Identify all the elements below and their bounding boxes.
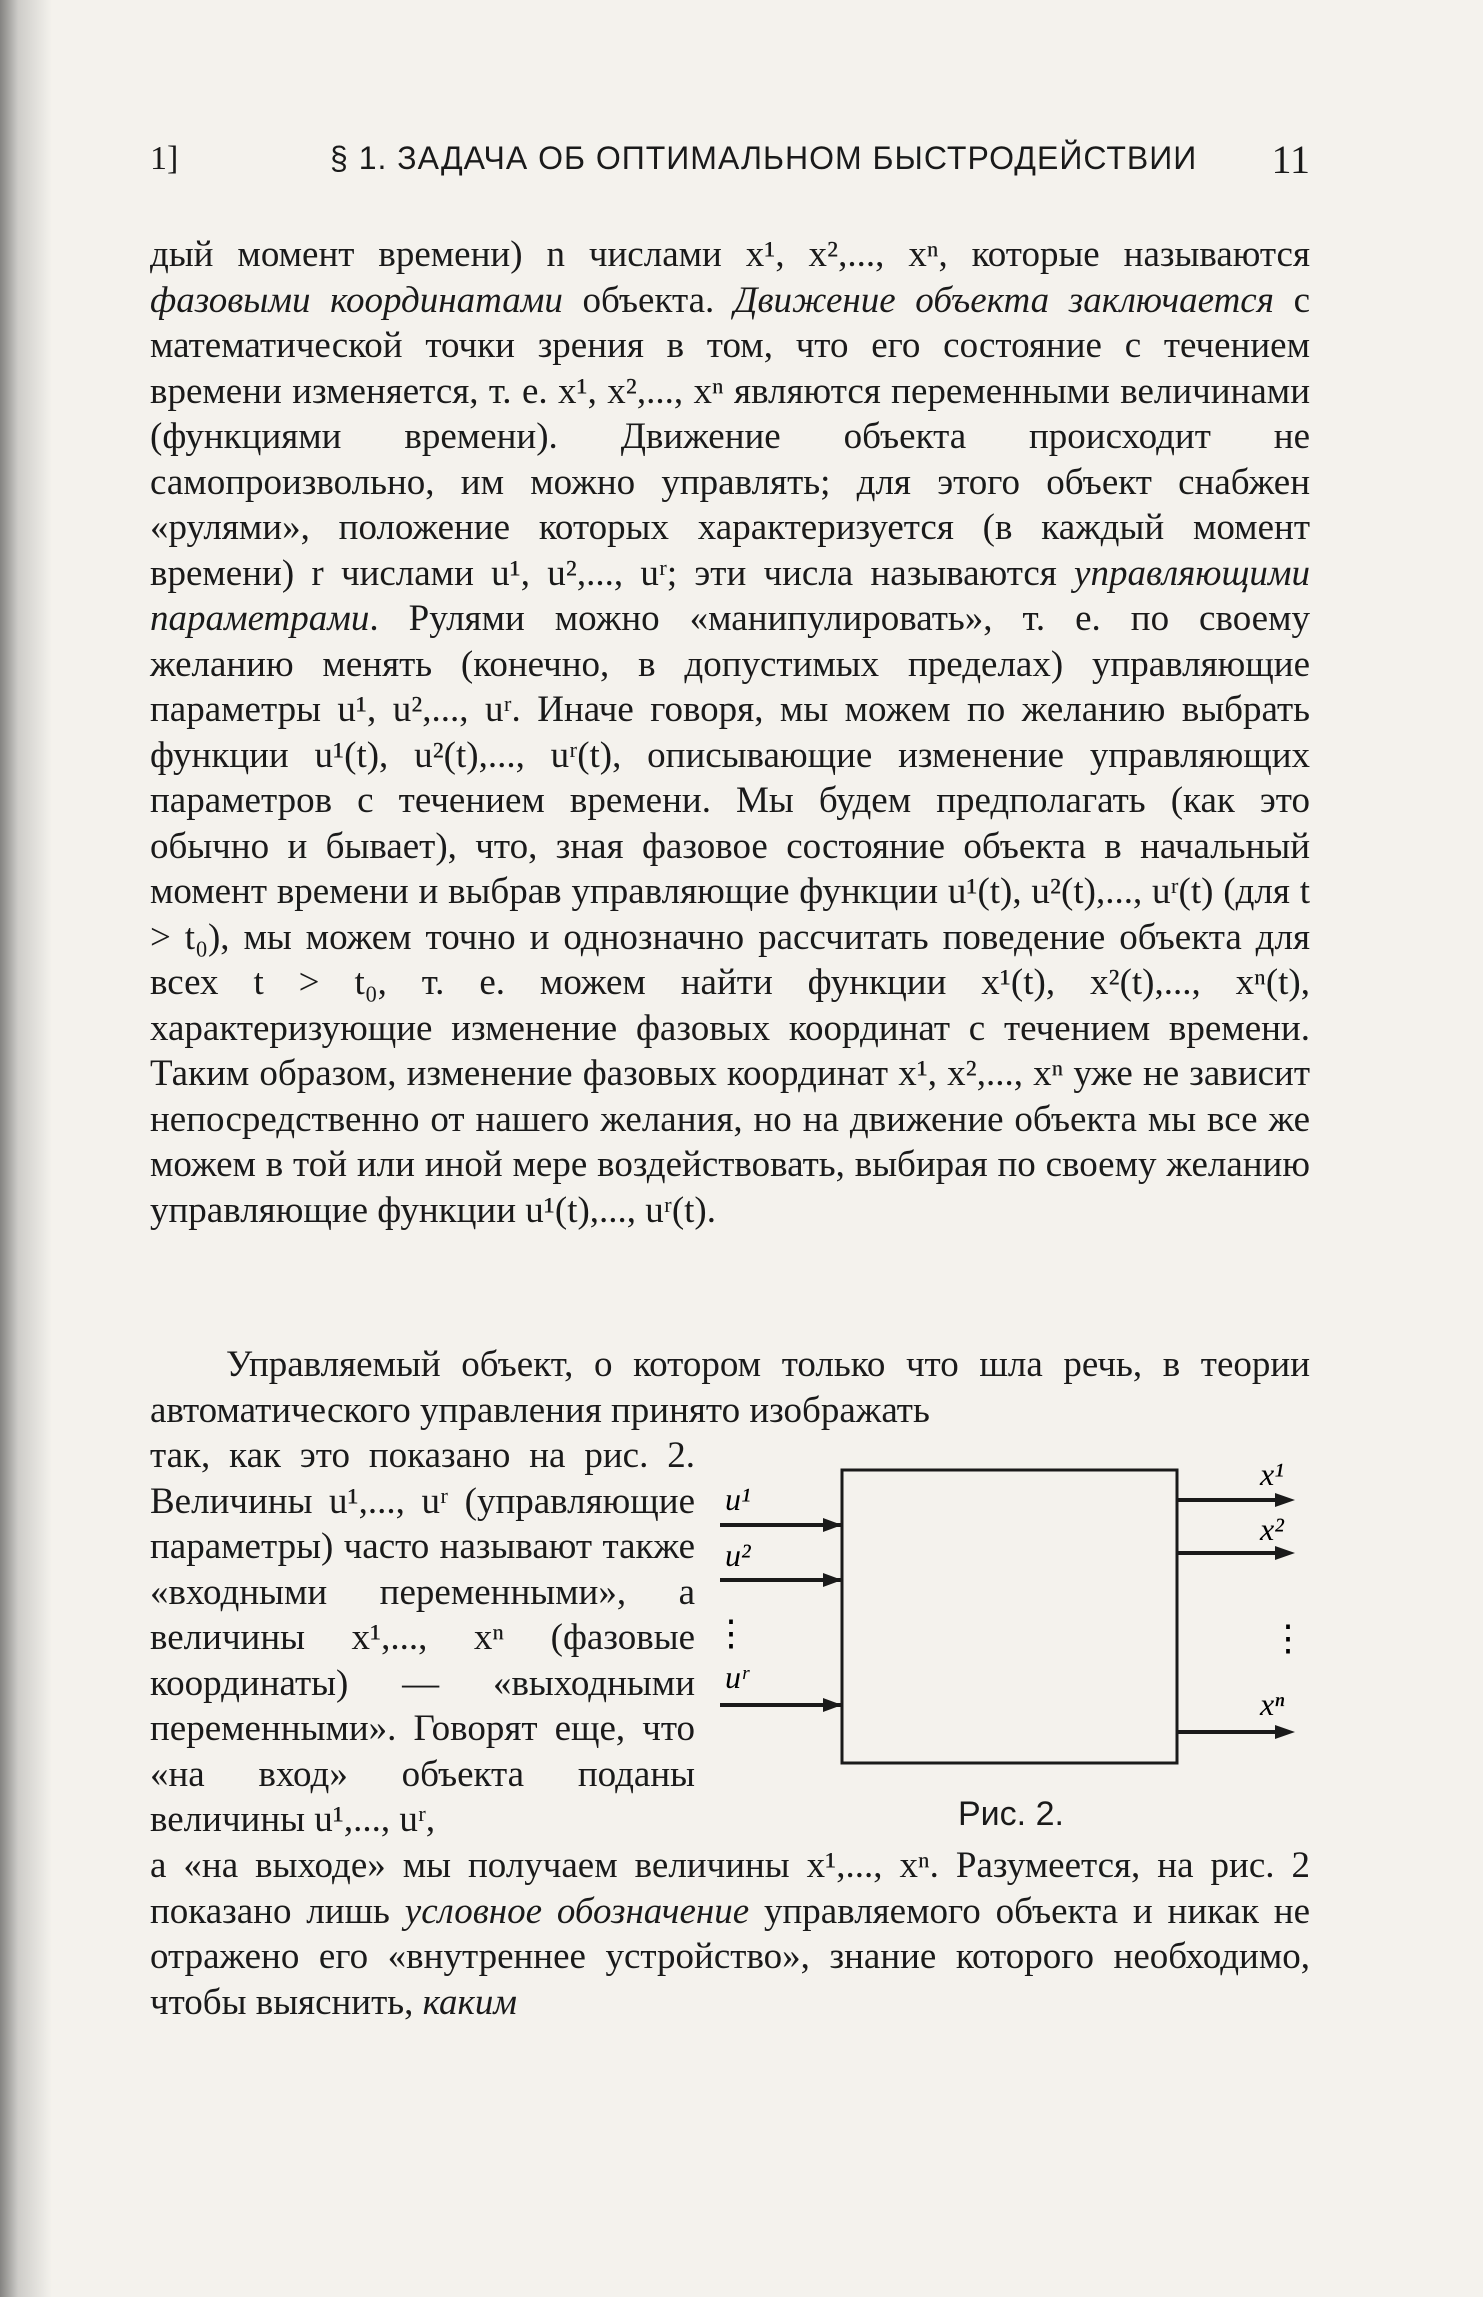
running-header (150, 137, 1310, 200)
paragraph-2-end (150, 1843, 1310, 2025)
output-arrow-2 (1177, 1546, 1295, 1560)
paragraph-1 (150, 232, 1310, 1233)
input-arrow-2 (720, 1573, 842, 1587)
paragraph-1-text: дый момент времени) n числами x¹, x²,..., xⁿ, которые называются фазовыми координатами объекта. Движение объекта заключается с математической точки зрения в том, что его состояние с течением времени изменяется, т. е. x¹, x²,..., xⁿ являются переменными величинами (функциями времени). Движение объекта происходит не самопроизвольно, им можно управлять; для этого объект снабжен «рулями», положение которых характеризуется (в каждый момент времени) r числами u¹, u²,..., uʳ; эти числа называются управляющими параметрами. Рулями можно «манипулировать», т. е. по своему желанию менять (конечно, в допустимых пределах) управляющие параметры u¹, u²,..., uʳ. Иначе говоря, мы можем по желанию выбрать функции u¹(t), u²(t),..., uʳ(t), описывающие изменение управляющих параметров с течением времени. Мы будем предполагать (как это обычно и бывает), что, зная фазовое состояние объекта в начальный момент времени и выбрав управляющие функции u¹(t), u²(t),..., uʳ(t) (для t > t₀), мы можем точно и однозначно рассчитать поведение объекта для всех t > t₀, т. е. можем найти функции x¹(t), x²(t),..., xⁿ(t), характеризующие изменение фазовых координат с течением времени. Таким образом, изменение фазовых координат x¹, x²,..., xⁿ уже не зависит непосредственно от нашего желания, но на движение объекта мы все же можем в той или иной мере воздействовать, выбирая по своему желанию управляющие функции u¹(t),..., uʳ(t). (150, 234, 1310, 1231)
label-output-ellipsis: ⋮ (1270, 1618, 1306, 1658)
output-arrow-n (1177, 1725, 1295, 1739)
paragraph-2-start-text: Управляемый объект, о котором только что шла речь, в теории автоматического управления принято изображать (150, 1344, 1310, 1431)
section-title: § 1. ЗАДАЧА ОБ ОПТИМАЛЬНОМ БЫСТРОДЕЙСТВИИ (330, 140, 1198, 176)
input-arrow-1 (720, 1518, 842, 1532)
input-arrow-r (720, 1698, 842, 1712)
scan-edge-shadow (0, 0, 52, 2297)
label-ur: uʳ (725, 1659, 749, 1695)
label-u2: u² (725, 1537, 751, 1573)
figure-caption: Рис. 2. (958, 1795, 1064, 1833)
page-number: 11 (1271, 137, 1310, 182)
output-arrow-1 (1177, 1493, 1295, 1507)
paragraph-2-start (150, 1342, 1310, 1433)
chapter-number: 1] (150, 140, 179, 177)
label-xn: xⁿ (1260, 1686, 1285, 1722)
paragraph-2-wrap-text: так, как это показано на рис. 2. Величины u¹,..., uʳ (управляющие параметры) часто называют также «входными переменными», а величины x¹,..., xⁿ (фазовые координаты) — «выходными переменными». Говорят еще, что «на вход» объекта поданы величины u¹,..., uʳ, (150, 1435, 695, 1840)
paragraph-2-wrapped (150, 1433, 695, 1843)
label-x2: x² (1260, 1511, 1284, 1547)
label-x1: x¹ (1260, 1456, 1284, 1492)
label-u1: u¹ (725, 1481, 751, 1517)
object-box (842, 1470, 1177, 1763)
figure-2-block-diagram (705, 1440, 1325, 1800)
label-input-ellipsis: ⋮ (713, 1613, 749, 1653)
paragraph-2-end-text: а «на выходе» мы получаем величины x¹,..., xⁿ. Разумеется, на рис. 2 показано лишь условное обозначение управляемого объекта и никак не отражено его «внутреннее устройство», знание которого необходимо, чтобы выяснить, каким (150, 1845, 1311, 2023)
